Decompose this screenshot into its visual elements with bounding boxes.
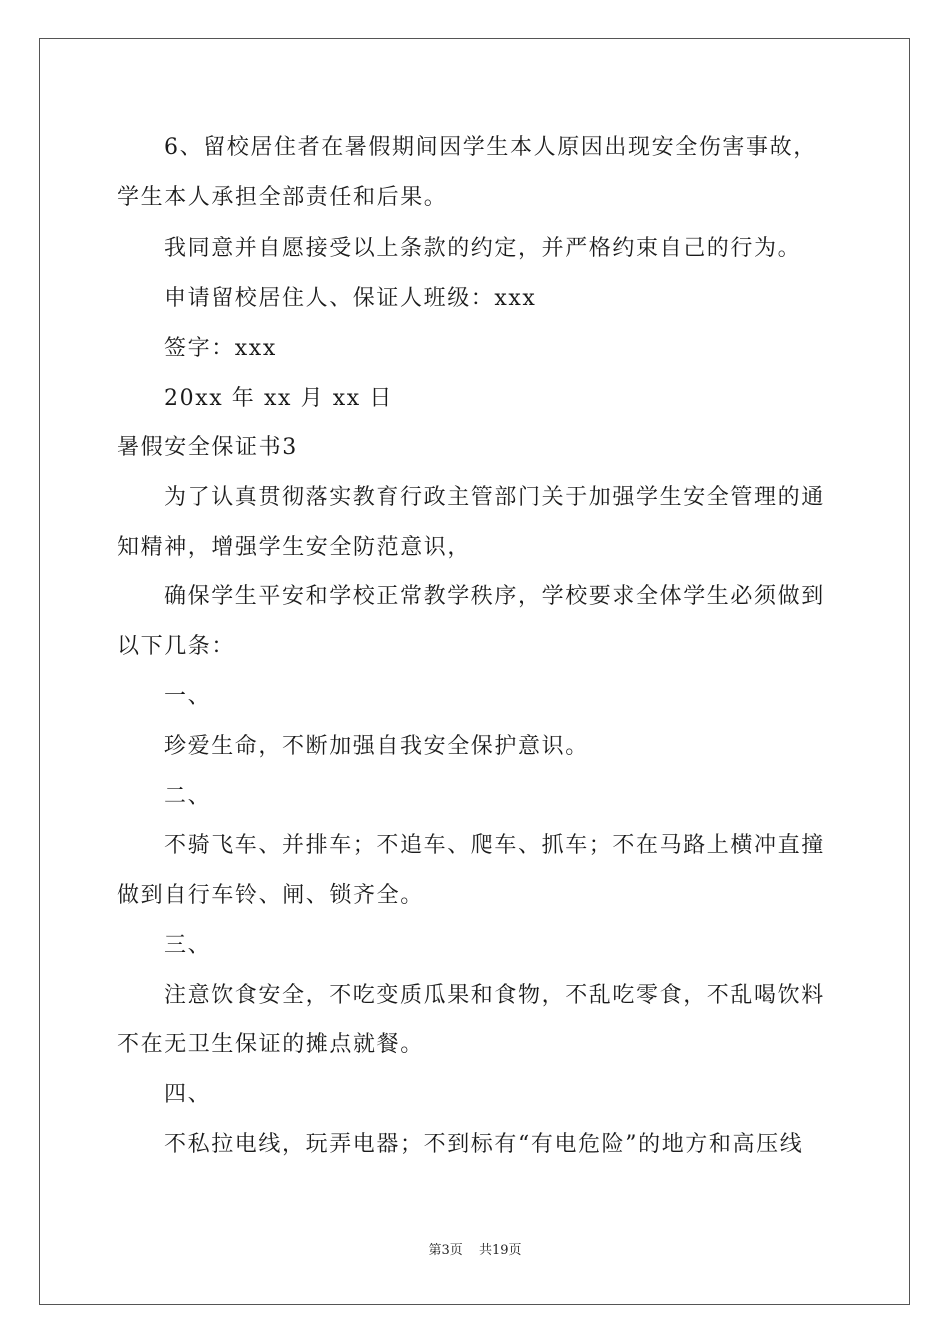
page-total: 共19页 bbox=[478, 1243, 522, 1258]
paragraph-line: 申请留校居住人、保证人班级：xxx bbox=[164, 286, 537, 311]
section-title: 暑假安全保证书3 bbox=[117, 435, 298, 460]
list-heading: 二、 bbox=[164, 784, 212, 809]
paragraph-line: 6、留校居住者在暑假期间因学生本人原因出现安全伤害事故， bbox=[164, 135, 817, 160]
paragraph-line: 为了认真贯彻落实教育行政主管部门关于加强学生安全管理的通 bbox=[164, 485, 825, 510]
date-line: 20xx 年 xx 月 xx 日 bbox=[164, 386, 394, 411]
paragraph-line: 我同意并自愿接受以上条款的约定，并严格约束自己的行为。 bbox=[164, 236, 802, 261]
paragraph-line: 不骑飞车、并排车；不追车、爬车、抓车；不在马路上横冲直撞 bbox=[164, 833, 825, 858]
page-footer bbox=[0, 1242, 950, 1260]
paragraph-line: 学生本人承担全部责任和后果。 bbox=[117, 185, 448, 210]
list-heading: 三、 bbox=[164, 933, 212, 958]
page-border bbox=[39, 38, 910, 1305]
paragraph-line: 不在无卫生保证的摊点就餐。 bbox=[117, 1032, 424, 1057]
page-number: 第3页 bbox=[428, 1243, 463, 1258]
list-heading: 四、 bbox=[164, 1082, 212, 1107]
list-heading: 一、 bbox=[164, 684, 212, 709]
paragraph-line: 注意饮食安全，不吃变质瓜果和食物，不乱吃零食，不乱喝饮料 bbox=[164, 983, 825, 1008]
paragraph-line: 珍爱生命，不断加强自我安全保护意识。 bbox=[164, 734, 589, 759]
paragraph-line: 确保学生平安和学校正常教学秩序，学校要求全体学生必须做到 bbox=[164, 584, 825, 609]
paragraph-line: 不私拉电线，玩弄电器；不到标有“有电危险”的地方和高压线 bbox=[164, 1132, 804, 1157]
paragraph-line: 签字：xxx bbox=[164, 336, 277, 361]
paragraph-line: 做到自行车铃、闸、锁齐全。 bbox=[117, 883, 424, 908]
paragraph-line: 知精神，增强学生安全防范意识， bbox=[117, 535, 472, 560]
paragraph-line: 以下几条： bbox=[117, 634, 236, 659]
